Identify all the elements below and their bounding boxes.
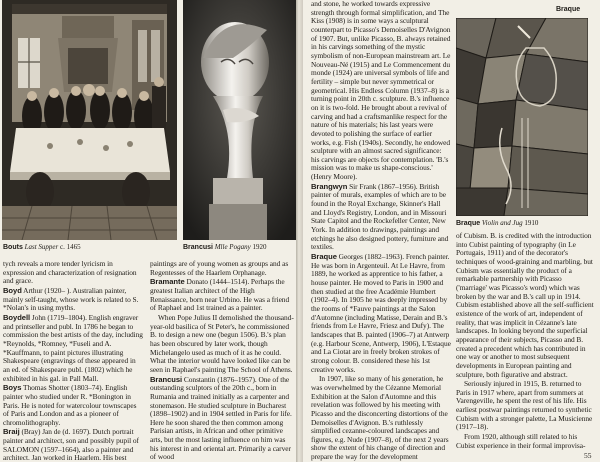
entry-brancusi: Brancusi Constantin (1876–1957). One of the outstanding sculptors of the 20th c., born in Rumania and trained initially as a carpenter and stonemason. He studied sculpture in Bucharest (1898–1902) and in 1904 settled in Paris for life. Here he soon shared the then common among Parisian artists, in African and other primitive arts, but the most lasting influence on him was his interest in and oriental art. Primarily a carver of wood <box>150 374 292 462</box>
braque-caption-name: Braque <box>456 220 481 227</box>
book-gutter <box>296 0 303 462</box>
left-page <box>0 0 296 462</box>
entry-brangwyn: Brangwyn Sir Frank (1867–1956). British painter of murals, examples of which are to be found in the Royal Exchange, Skinner's Hall and Lloyd's Registry, London, and in Missouri State Capitol and the Rockefeller Center, New York. In addition to drawings, paintings and etchings he also designed pottery, furniture and textiles. <box>311 181 449 252</box>
entry-braque-1920: From 1920, although still related to his Cubist experience in their formal improvisa- <box>456 432 586 450</box>
entry-brancusi-continuation: and stone, he worked towards expressive strength through formal simplification, and The Kiss (1908) is in some ways a sculptural counterpart to Picasso's Demoiselles D'Avignon of 1907. But, unlike Picasso, B. always retained in his carvings something of the mystic symbolism of non-European mainstream art. Le Nouveau-Né (1915) and Le Commencement du monde (1924) are universal symbols of life and fertility – simple but never symmetrical or geometrical. His Endless Column (1937–8) is a turning point in 20th c. sculpture. B.'s influence on it is two-fold. He brought about a revival of carving and had a craftsmanlike respect for the nature of his materials; his last years were devoted to polishing the surface of earlier works, e.g. Fish (1940s). Secondly, he endowed sculpture with an almost sacred significance: his carvings are objects for contemplation. 'B.'s mission was to make us shape-conscious.' (Henry Moore). <box>311 0 451 182</box>
brancusi-mlle-pogany-plate <box>183 0 296 240</box>
violin-and-jug-image <box>456 18 588 216</box>
entry-braij: Braij (Bray) Jan de (d. 1697). Dutch portrait painter and architect, son and possibly pupil of SALOMON (1597–1664), also a painter and architect. Jan worked in Haarlem. His best <box>3 427 139 462</box>
page-number: 55 <box>584 451 592 460</box>
entry-bramante: Bramante Donato (1444–1514). Perhaps the greatest Italian architect of the High Renaissance, born near Urbino. He was a friend of Raphael and 1st trained as a painter. <box>150 277 290 313</box>
entry-boys: Boys Thomas Shotter (1803–74). English painter who studied under R. *Bonington in Paris. He is noted for watercolour townscapes of Paris and London and as a pioneer of chromolithography. <box>3 383 137 427</box>
brancusi-caption-date: 1920 <box>252 243 267 251</box>
entry-tych-continuation: tych reveals a more tender lyricism in expression and characterization of resignation and grace. <box>3 260 137 286</box>
entry-bramante-st-peters: When Pope Julius II demolished the thousand-year-old basilica of St Peter's, he commissioned B. to design a new one (begun 1506). B.'s plan has been obscured by later work, though Michelangelo used as much of it as he could. What the interior would have looked like can be seen in Raphael's painting The School of Athens. <box>150 312 294 374</box>
running-head: Braque <box>556 6 581 13</box>
braque-caption-date: 1910 <box>524 219 539 227</box>
left-text-column-1 <box>3 260 143 462</box>
right-text-column-2 <box>456 232 594 454</box>
braque-caption <box>456 219 538 228</box>
mlle-pogany-image <box>183 0 296 240</box>
entry-braque: Braque Georges (1882–1963). French painter. He was born in Argenteuil. At Le Havre, from 1889, he worked as apprentice to his father, a house painter. He moved to Paris in 1900 and then studied at the free Académie Humbert (1902–4). In 1905 he was deeply impressed by the rooms of *Fauve paintings at the Salon d'Automne (including Matisse, Derain and B.'s friends from Le Havre, Friesz and Dufy). The landscapes that B. painted (1906–7) at Antwerp (e.g. Harbour Scene, Antwerp, 1906), L'Estaque and La Ciotat are in freely broken strokes of strong colour. B. considered these his 1st creative works. <box>311 252 451 374</box>
entry-braque-injury: Seriously injured in 1915, B. returned to Paris in 1917 where, apart from summers at Varengeville, he spent the rest of his life. His earliest postwar paintings returned to synthetic Cubism with a stronger palette, La Musicienne (1917–18). <box>456 379 593 432</box>
entry-boyd: Boyd Arthur (1920– ). Australian painter, mainly self-taught, whose work is related to S. *Nolan's in using myths. <box>3 285 139 313</box>
entry-boydell: Boydell John (1719–1804). English engraver and printseller and publ. In 1786 he began to commission the best artists of the day, including *Reynolds, *Romney, *Fuseli and A. *Kauffmann, to paint pictures illustrating Shakespeare (engravings of these appeared in an ed. of Shakespeare publ. (1802) which he exhibited in his gal. in Pall Mall. <box>3 312 143 383</box>
entry-braij-continuation: paintings are of young women as groups and as Regentesses of the Haarlem Orphanage. <box>150 260 289 277</box>
last-supper-image <box>2 0 177 240</box>
bouts-last-supper-plate <box>2 0 177 240</box>
brancusi-caption-title: Mlle Pogany <box>214 243 251 251</box>
brancusi-caption-name: Brancusi <box>183 244 213 251</box>
bouts-caption-name: Bouts <box>3 244 23 251</box>
braque-violin-and-jug-plate <box>456 18 588 216</box>
bouts-caption-title: Last Supper <box>24 243 59 251</box>
entry-braque-cubism: of Cubism. B. is credited with the introduction into Cubist painting of typography (in Le Portugais, 1911) and of the decorator's techniques of wood-graining and marbling, but Cubism was essentially the product of a remarkable partnership with Picasso ('marriage' was Picasso's word) which was broken by the war and B.'s call up in 1914. Cubism established above all the self-sufficient existence of the work of art, independent of reality, that was implicit in Cézanne's late landscapes. In looking beyond the superficial appearance of their subjects, Picasso and B. created a precedent which has contributed in one way or another to most subsequent developments in European painting and sculpture, both figurative and abstract. <box>456 232 594 379</box>
left-text-column-2 <box>150 260 294 462</box>
brancusi-caption <box>183 243 266 252</box>
bouts-caption-date: c. 1465 <box>60 243 81 251</box>
bouts-caption <box>3 243 81 252</box>
right-page <box>303 0 600 462</box>
right-text-column-1 <box>311 0 451 462</box>
braque-caption-title: Violin and Jug <box>481 219 523 227</box>
entry-braque-cezanne: In 1907, like so many of his generation, he was overwhelmed by the Cézanne Memorial Exhibition at the Salon d'Automne and this revelation was followed by his meeting with Picasso and the disconcerting distortions of the Demoiselles d'Avignon. B.'s ruthlessly simplified cezanne-coloured landscapes and figures, e.g. Nude (1907–8), of the next 2 years show the extent of his change of direction and prepare the way for the development <box>311 374 449 462</box>
